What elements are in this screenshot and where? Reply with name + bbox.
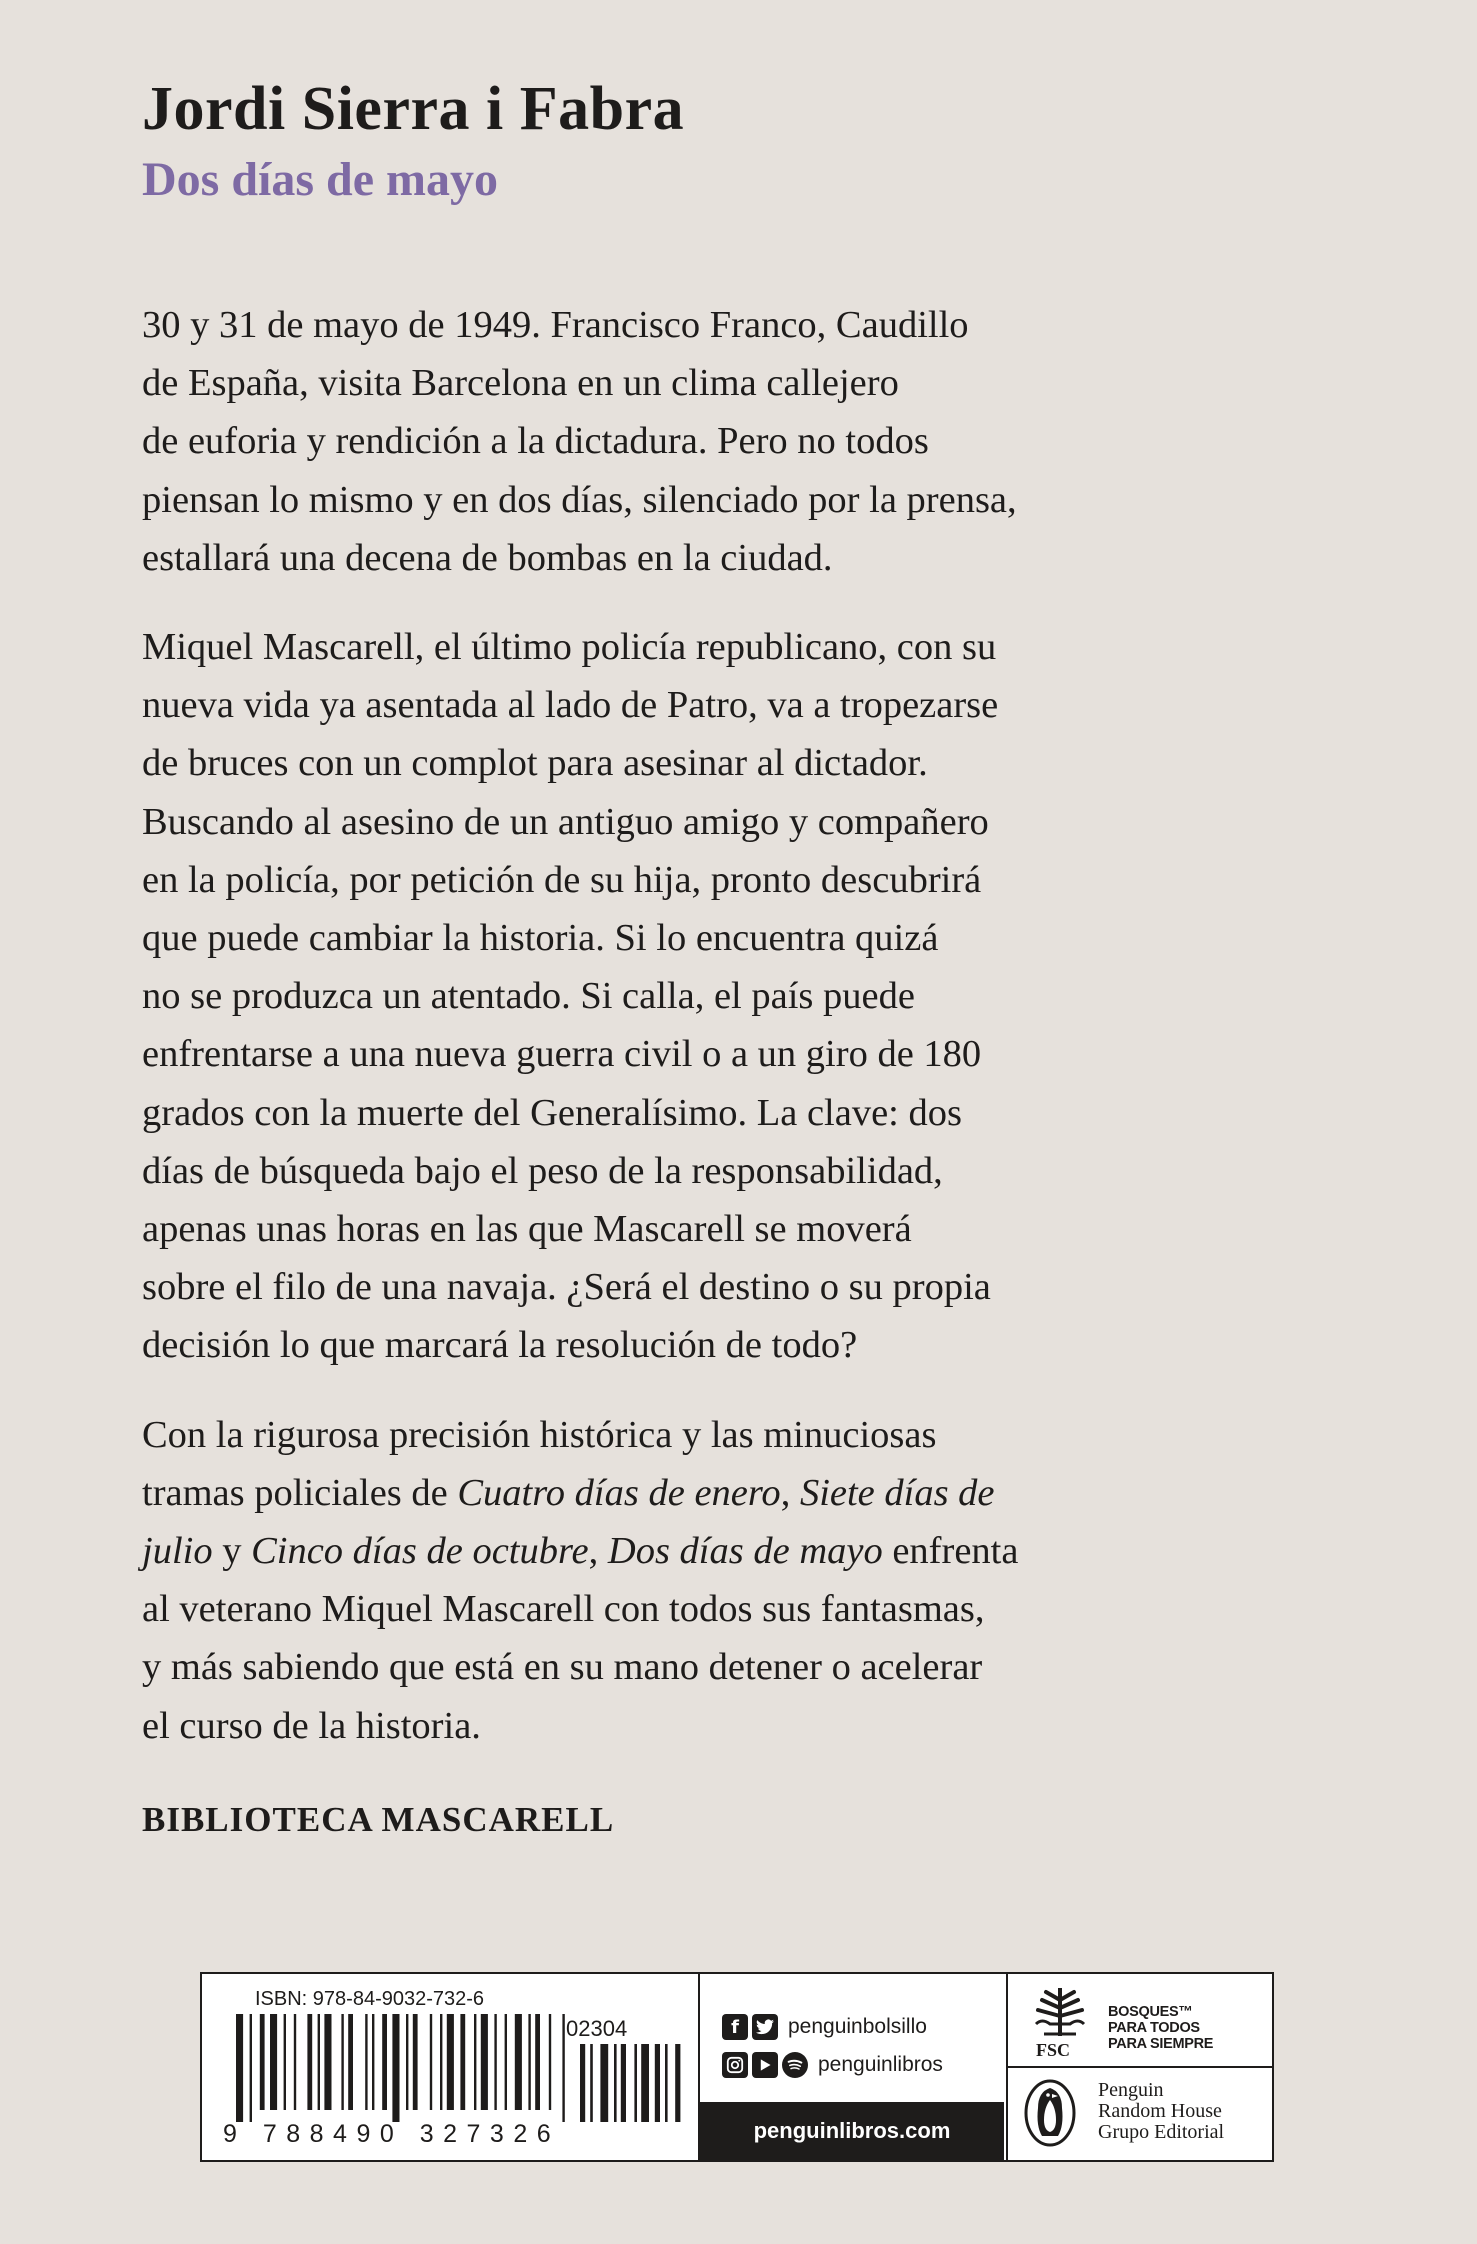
book-reference-cuatro-dias: Cuatro días de enero [457,1471,781,1514]
barcode-bar [413,2014,418,2110]
barcode-addon-bar [580,2044,585,2122]
barcode-bar [341,2014,343,2110]
barcode-addon-bar [590,2044,593,2122]
barcode-bar [481,2014,488,2110]
barcode-bar [535,2014,540,2110]
barcode-addon-bar [600,2044,608,2122]
text-line: decisión lo que marcará la resolución de todo? [142,1324,858,1367]
barcode-bar [440,2014,442,2110]
publisher-line: Penguin [1098,2079,1164,2101]
text-line: de euforia y rendición a la dictadura. Pero no todos [142,420,929,463]
publisher-logo [1008,2068,1274,2160]
text-line: Con la rigurosa precisión histórica y las minuciosas [142,1413,937,1456]
social-handle-bolsillo[interactable]: penguinbolsillo [788,2015,927,2038]
spotify-icon[interactable] [782,2052,808,2078]
text-line: 30 y 31 de mayo de 1949. Francisco Franco, Caudillo [142,304,969,346]
synopsis-paragraph-1 [142,296,1262,587]
text-line: grados con la muerte del Generalísimo. La clave: dos [142,1091,962,1134]
text-line: que puede cambiar la historia. Si lo encuentra quizá [142,917,939,960]
facebook-icon[interactable]: f [722,2014,748,2040]
book-title: Dos días de mayo [142,153,499,206]
barcode-bar [307,2014,312,2110]
barcode-bar [365,2014,367,2110]
barcode-digits: 9 788490 327326 [223,2120,561,2148]
barcode-bar [324,2014,331,2110]
barcode-bar [515,2014,522,2110]
text-line: estallará una decena de bombas en la ciudad. [142,536,833,579]
text-line: Miquel Mascarell, el último policía republicano, con su [142,626,997,669]
barcode-bar [505,2014,507,2110]
barcode-bar [528,2014,530,2110]
barcode-bar [406,2014,408,2110]
synopsis [142,296,1262,1786]
barcode-area [202,1974,700,2160]
text-run: , [780,1471,800,1514]
fsc-mark: FSC [1036,2040,1071,2060]
barcode-bar [494,2014,496,2110]
barcode-bar [250,2014,252,2122]
barcode-bar [474,2014,476,2110]
text-line [142,1522,1262,1580]
barcode-addon-bar [665,2044,668,2122]
text-line [142,1464,1262,1522]
barcode-bar [372,2014,374,2110]
publisher-line: Grupo Editorial [1098,2121,1225,2143]
fsc-badge [1008,1974,1274,2068]
barcode-bar [447,2014,454,2110]
publisher-line: Random House [1098,2100,1222,2122]
book-reference-dos-dias: Dos días de mayo [607,1530,883,1573]
barcode-bar [294,2014,296,2110]
fsc-slogan-line: PARA SIEMPRE [1108,2036,1214,2052]
fsc-slogan [1108,2004,1213,2052]
text-run: enfrenta [882,1530,1019,1573]
publisher-info-box [200,1972,1274,2162]
barcode-bar [562,2014,564,2122]
barcode-addon-bar [621,2044,626,2122]
text-line: de bruces con un complot para asesinar al dictador. [142,742,928,785]
barcode-icon [228,2014,688,2126]
barcode-bar [382,2014,387,2110]
social-row-2 [722,2052,943,2078]
barcode-bar [318,2014,320,2110]
social-area [700,1974,1008,2160]
synopsis-paragraph-2 [142,618,1262,1375]
text-line: sobre el filo de una navaja. ¿Será el destino o su propia [142,1266,991,1309]
book-reference-cinco-dias: Cinco días de octubre [251,1530,589,1573]
author-name: Jordi Sierra i Fabra [142,75,685,143]
barcode-bar [260,2014,265,2110]
isbn-label: ISBN: 978-84-9032-732-6 [255,1988,485,2010]
text-line: no se produzca un atentado. Si calla, el país puede [142,975,915,1018]
barcode-addon-bar [634,2044,637,2122]
barcode-bar [392,2014,399,2122]
fsc-slogan-line: PARA TODOS [1108,2020,1200,2036]
barcode-addon-bar [675,2044,680,2122]
text-line: en la policía, por petición de su hija, pronto descubrirá [142,858,982,901]
barcode-bar [430,2014,432,2110]
book-reference-siete-dias: Siete días de [799,1471,995,1514]
youtube-icon[interactable] [752,2052,778,2078]
text-line: de España, visita Barcelona en un clima callejero [142,362,899,405]
publisher-name [1098,2080,1224,2143]
barcode-bar [284,2014,286,2110]
instagram-icon[interactable] [722,2052,748,2078]
fsc-slogan-line: BOSQUES™ [1108,2004,1193,2020]
website-link[interactable]: penguinlibros.com [700,2102,1004,2160]
barcode-bar [348,2014,353,2110]
twitter-icon[interactable] [752,2014,778,2040]
barcode-addon-bar [655,2044,660,2122]
text-line: y más sabiendo que está en su mano detener o acelerar [142,1646,983,1689]
book-reference-siete-dias-cont: julio [142,1530,213,1573]
social-handle-libros[interactable]: penguinlibros [818,2053,943,2076]
fsc-tree-icon [1030,1984,1090,2040]
penguin-icon [1022,2078,1078,2148]
text-line: nueva vida ya asentada al lado de Patro, va a tropezarse [142,684,999,727]
text-line: piensan lo mismo y en dos días, silenciado por la prensa, [142,478,1017,521]
text-line: apenas unas horas en las que Mascarell se moverá [142,1208,912,1251]
text-line: el curso de la historia. [142,1704,481,1747]
barcode-addon-code: 02304 [566,2016,628,2041]
text-run: tramas policiales de [142,1471,458,1514]
text-line: al veterano Miquel Mascarell con todos sus fantasmas, [142,1588,985,1631]
barcode-bar [460,2014,465,2110]
barcode-bar [270,2014,277,2110]
barcode-addon-bar [614,2044,617,2122]
series-label: BIBLIOTECA MASCARELL [142,1800,615,1839]
barcode-bar [549,2014,551,2110]
text-run: y [212,1530,252,1573]
text-run: , [588,1530,608,1573]
barcode-addon-bar [641,2044,649,2122]
barcode-bar [236,2014,243,2122]
synopsis-paragraph-3 [142,1406,1262,1755]
logos-area [1008,1974,1274,2160]
social-row-1 [722,2014,927,2040]
text-line: días de búsqueda bajo el peso de la responsabilidad, [142,1149,943,1192]
text-line: enfrentarse a una nueva guerra civil o a un giro de 180 [142,1033,982,1076]
text-line: Buscando al asesino de un antiguo amigo y compañero [142,800,989,843]
